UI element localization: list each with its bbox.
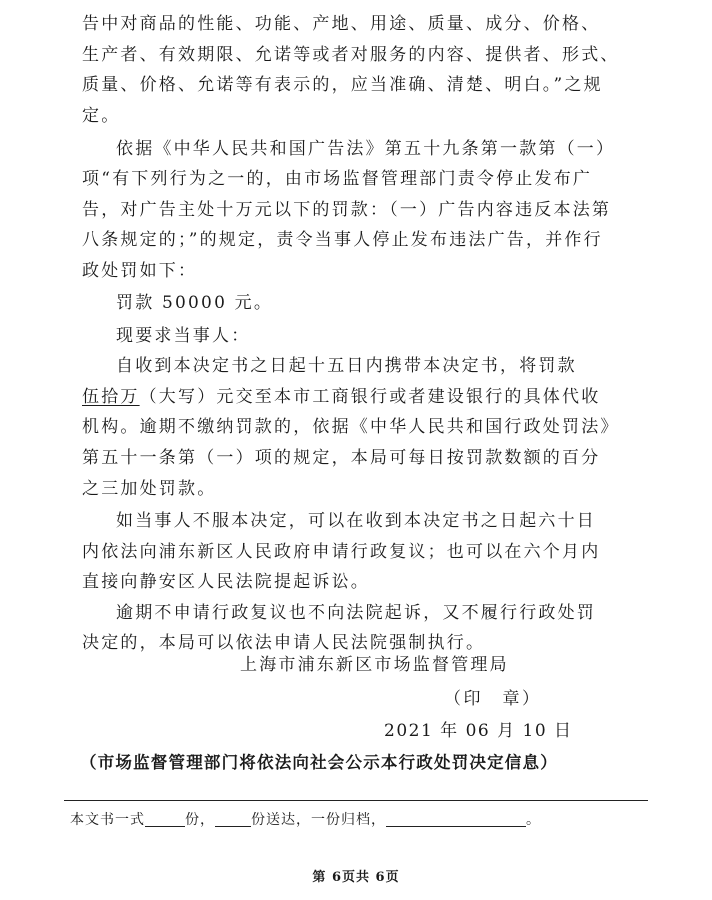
copies-text: 。 — [526, 812, 541, 828]
public-notice: （市场监督管理部门将依法向社会公示本行政处罚决定信息） — [80, 753, 558, 772]
requirement-heading: 现要求当事人： — [116, 326, 251, 346]
text-line: 政处罚如下： — [82, 261, 198, 281]
text-fragment: （大写）元交至本市工商银行或者建设银行的具体代收 — [139, 387, 601, 407]
text-line: 机构。逾期不缴纳罚款的，依据《中华人民共和国行政处罚法》 — [82, 417, 620, 437]
copies-text: 份送达，一份归档， — [251, 812, 386, 828]
text-line: 项“有下列行为之一的，由市场监督管理部门责令停止发布广 — [82, 169, 593, 189]
copies-text: 本文书一式 — [70, 812, 145, 828]
fine-amount-uppercase: 伍拾万 — [82, 387, 140, 407]
text-line: 质量、价格、允诺等有表示的，应当准确、清楚、明白。”之规 — [82, 75, 603, 95]
copies-count-blank — [145, 810, 185, 827]
text-line: 之三加处罚款。 — [82, 479, 217, 499]
delivered-count-blank — [215, 810, 251, 827]
text-line: 依据《中华人民共和国广告法》第五十九条第一款第（一） — [116, 139, 616, 159]
text-line: 逾期不申请行政复议也不向法院起诉，又不履行行政处罚 — [116, 603, 596, 623]
text-line: 第五十一条第（一）项的规定，本局可每日按罚款数额的百分 — [82, 448, 601, 468]
issuing-authority: 上海市浦东新区市场监督管理局 — [240, 655, 509, 675]
divider — [64, 800, 648, 801]
page-number: 第 6页共 6页 — [312, 870, 400, 885]
text-line: 八条规定的；”的规定，责令当事人停止发布违法广告，并作行 — [82, 230, 603, 250]
copies-text: 份， — [185, 812, 215, 828]
text-line: 告中对商品的性能、功能、产地、用途、质量、成分、价格、 — [82, 14, 601, 34]
text-line: 决定的，本局可以依法申请人民法院强制执行。 — [82, 633, 486, 653]
seal-placeholder: （印 章） — [444, 689, 542, 709]
copies-line — [70, 809, 541, 829]
text-line: 告，对广告主处十万元以下的罚款：（一）广告内容违反本法第 — [82, 200, 612, 220]
filing-blank — [386, 810, 526, 827]
text-line: 生产者、有效期限、允诺等或者对服务的内容、提供者、形式、 — [82, 45, 620, 65]
text-line: 内依法向浦东新区人民政府申请行政复议；也可以在六个月内 — [82, 542, 601, 562]
penalty-line: 罚款 50000 元。 — [116, 293, 274, 313]
text-line: 如当事人不服本决定，可以在收到本决定书之日起六十日 — [116, 511, 596, 531]
text-line: 直接向静安区人民法院提起诉讼。 — [82, 572, 370, 592]
text-line — [82, 386, 600, 408]
text-line: 自收到本决定书之日起十五日内携带本决定书，将罚款 — [116, 356, 577, 376]
issue-date: 2021 年 06 月 10 日 — [384, 721, 573, 741]
text-line: 定。 — [82, 106, 121, 126]
